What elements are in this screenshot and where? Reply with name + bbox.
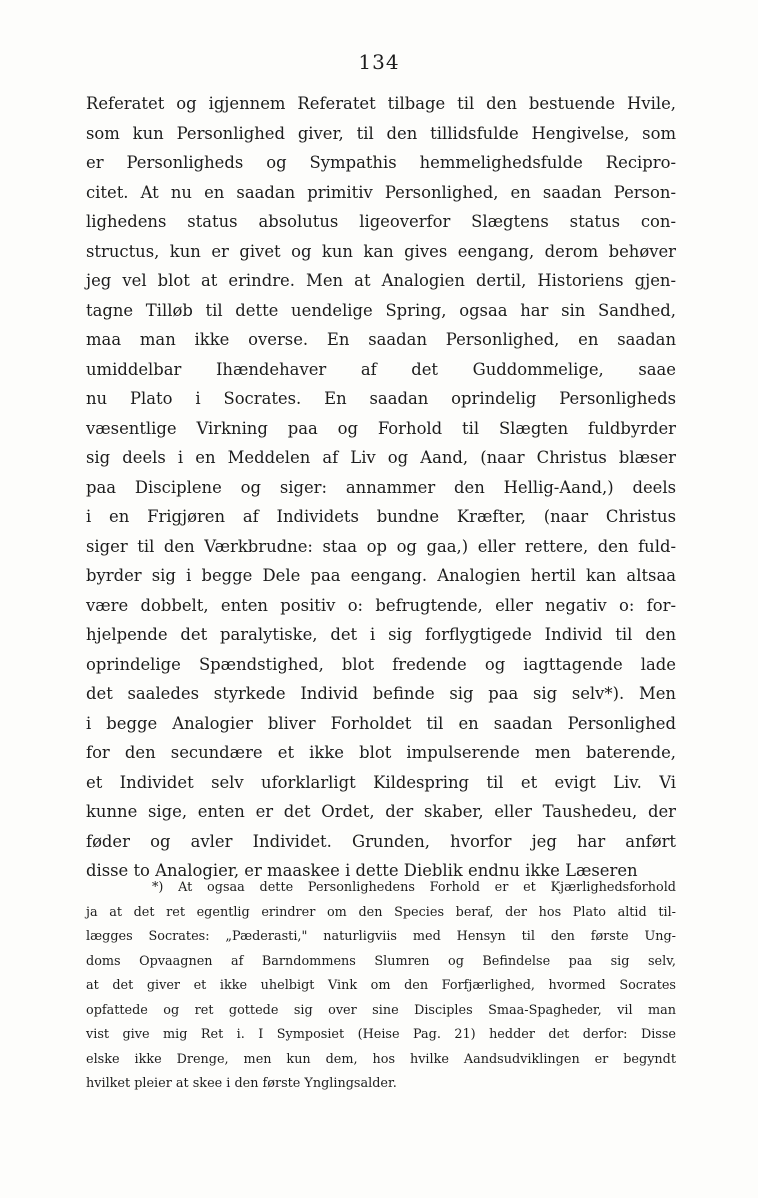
text-line: lighedens status absolutus ligeoverfor Slægtens status con-: [86, 212, 676, 231]
footnote-line: lægges Socrates: „Pæderasti," naturligviis med Hensyn til den første Ung-: [86, 929, 676, 944]
body-text: [86, 89, 676, 886]
footnote-line: ja at det ret egentlig erindrer om den Species beraf, der hos Plato altid til-: [86, 904, 676, 920]
text-line: det saaledes styrkede Individ befinde sig paa sig selv*). Men: [86, 684, 676, 703]
footnote-line: vist give mig Ret i. I Symposiet (Heise Pag. 21) hedder det derfor: Disse: [86, 1027, 676, 1042]
text-line: structus, kun er givet og kun kan gives eengang, derom behøver: [86, 241, 676, 261]
page-number: 134: [358, 50, 400, 74]
text-line: citet. At nu en saadan primitiv Personlighed, en saadan Person-: [86, 182, 676, 202]
footnote-line: opfattede og ret gottede sig over sine Disciples Smaa-Spagheder, vil man: [86, 1002, 676, 1018]
text-line: oprindelige Spændstighed, blot fredende og iagttagende lade: [86, 654, 676, 674]
text-line: et Individet selv uforklarligt Kildespring til et evigt Liv. Vi: [86, 772, 676, 792]
footnote-line: doms Opvaagnen af Barndommens Slumren og Befindelse paa sig selv,: [86, 953, 676, 969]
text-line: tagne Tilløb til dette uendelige Spring, ogsaa har sin Sandhed,: [86, 300, 676, 320]
text-line: nu Plato i Socrates. En saadan oprindelig Personligheds: [86, 389, 676, 408]
text-line: i en Frigjøren af Individets bundne Kræfter, (naar Christus: [86, 507, 676, 526]
text-line: umiddelbar Ihændehaver af det Guddommelige, saae: [86, 359, 676, 379]
text-line: disse to Analogier, er maaskee i dette Dieblik endnu ikke Læseren: [86, 861, 638, 880]
text-line: siger til den Værkbrudne: staa op og gaa,) eller rettere, den fuld-: [86, 536, 676, 556]
text-line: væsentlige Virkning paa og Forhold til Slægten fuldbyrder: [86, 418, 676, 438]
footnote-line: *) At ogsaa dette Personlighedens Forhold er et Kjærlighedsforhold: [152, 880, 676, 895]
text-line: som kun Personlighed giver, til den tillidsfulde Hengivelse, som: [86, 123, 676, 143]
footnote-line: elske ikke Drenge, men kun dem, hos hvilke Aandsudviklingen er begyndt: [86, 1051, 676, 1067]
footnote: [86, 876, 676, 1097]
text-line: paa Disciplene og siger: annammer den Hellig-Aand,) deels: [86, 477, 676, 497]
text-line: byrder sig i begge Dele paa eengang. Analogien hertil kan altsaa: [86, 566, 676, 585]
text-line: Referatet og igjennem Referatet tilbage til den bestuende Hvile,: [86, 94, 676, 113]
text-line: være dobbelt, enten positiv o: befrugtende, eller negativ o: for-: [86, 595, 676, 615]
text-line: føder og avler Individet. Grunden, hvorfor jeg har anført: [86, 831, 676, 851]
text-line: for den secundære et ikke blot impulserende men baterende,: [86, 743, 676, 762]
text-line: er Personligheds og Sympathis hemmelighedsfulde Recipro-: [86, 153, 676, 172]
footnote-line: at det giver et ikke uhelbigt Vink om den Forfjærlighed, hvormed Socrates: [86, 978, 676, 993]
text-line: kunne sige, enten er det Ordet, der skaber, eller Taushedeu, der: [86, 802, 676, 821]
footnote-line: hvilket pleier at skee i den første Ynglingsalder.: [86, 1076, 397, 1091]
text-line: sig deels i en Meddelen af Liv og Aand, (naar Christus blæser: [86, 448, 676, 467]
text-line: hjelpende det paralytiske, det i sig forflygtigede Individ til den: [86, 625, 676, 644]
text-line: i begge Analogier bliver Forholdet til en saadan Personlighed: [86, 713, 676, 733]
text-line: jeg vel blot at erindre. Men at Analogien dertil, Historiens gjen-: [86, 271, 676, 290]
text-line: maa man ikke overse. En saadan Personlighed, en saadan: [86, 330, 676, 349]
